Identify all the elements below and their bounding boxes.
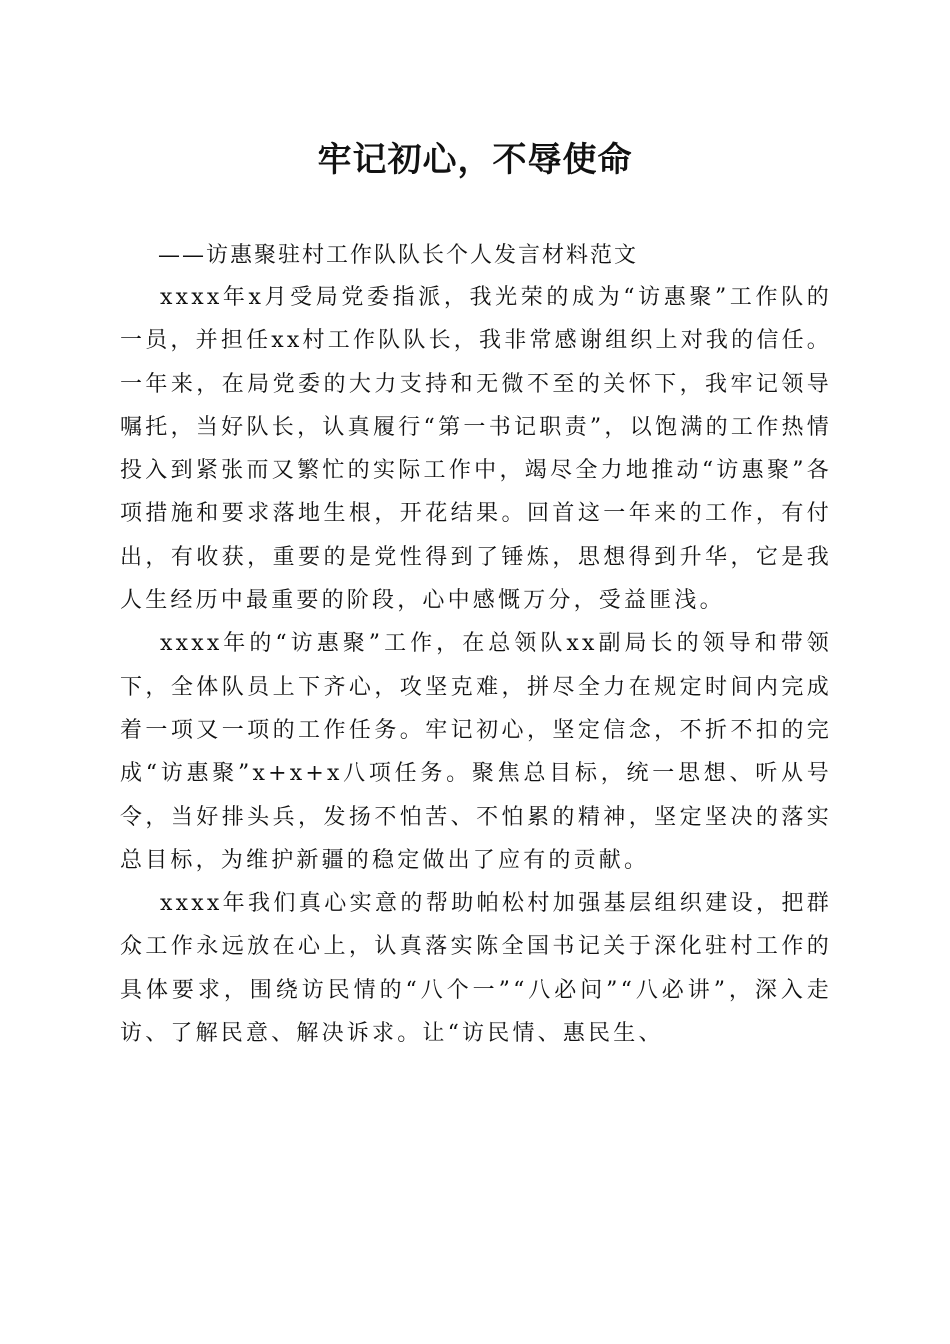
paragraph-3: xxxx年我们真心实意的帮助帕松村加强基层组织建设，把群众工作永远放在心上，认真落实陈全国书记关于深化驻村工作的具体要求，围绕访民情的“八个一”“八必问”“八必讲”，深入走访、了解民意、解决诉求。让“访民情、惠民生、	[120, 891, 832, 1047]
paragraph-1: xxxx年x月受局党委指派，我光荣的成为“访惠聚”工作队的一员，并担任xx村工作队队长，我非常感谢组织上对我的信任。一年来，在局党委的大力支持和无微不至的关怀下，我牢记领导嘱托，当好队长，认真履行“第一书记职责”，以饱满的工作热情投入到紧张而又繁忙的实际工作中，竭尽全力地推动“访惠聚”各项措施和要求落地生根，开花结果。回首这一年来的工作，有付出，有收获，重要的是党性得到了锤炼，思想得到升华，它是我人生经历中最重要的阶段，心中感慨万分，受益匪浅。	[120, 285, 832, 614]
document-body	[120, 236, 832, 1055]
document-subtitle: ——访惠聚驻村工作队队长个人发言材料范文	[158, 243, 639, 268]
paragraph-2: xxxx年的“访惠聚”工作，在总领队xx副局长的领导和带领下，全体队员上下齐心，攻坚克难，拼尽全力在规定时间内完成着一项又一项的工作任务。牢记初心，坚定信念，不折不扣的完成“访惠聚”x+x+x八项任务。聚焦总目标，统一思想、听从号令，当好排头兵，发扬不怕苦、不怕累的精神，坚定坚决的落实总目标，为维护新疆的稳定做出了应有的贡献。	[120, 631, 832, 873]
document-title: 牢记初心，不辱使命	[317, 140, 633, 180]
